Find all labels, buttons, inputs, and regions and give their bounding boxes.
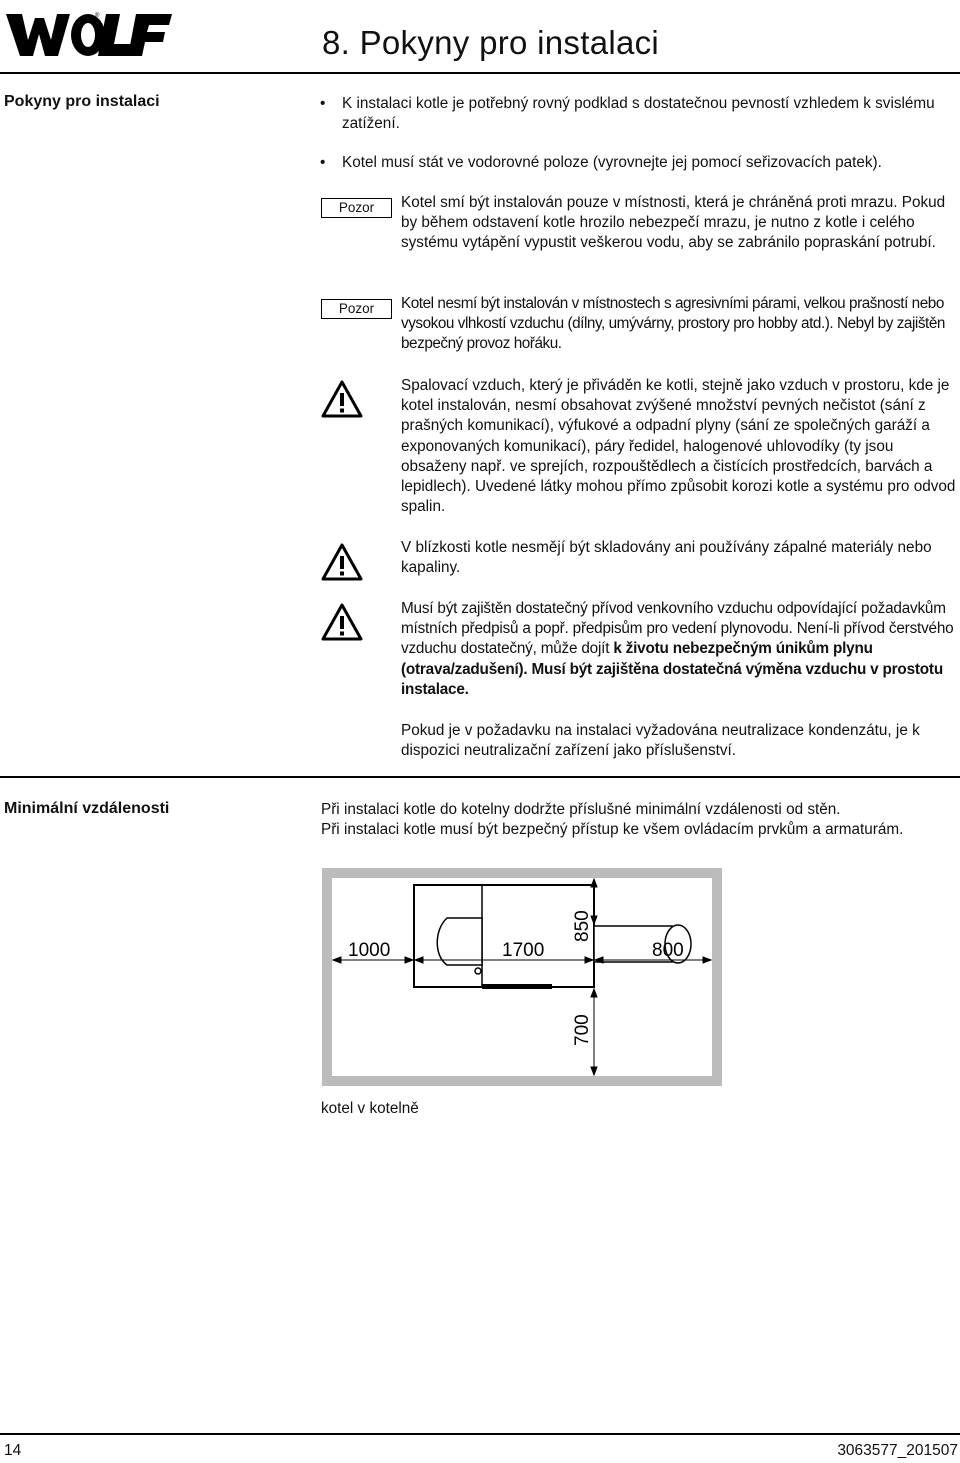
arrowhead <box>333 957 341 963</box>
bullet-dot: • <box>320 154 326 171</box>
dimension-label-left: 1000 <box>348 940 391 961</box>
arrowhead <box>591 879 597 887</box>
warning-triangle-icon <box>321 543 363 581</box>
section-heading-install: Pokyny pro instalaci <box>4 93 160 110</box>
footer-rule <box>0 1433 960 1435</box>
pozor-text-1: Kotel smí být instalován pouze v místnosti, která je chráněná proti mrazu. Pokud by během odstavení kotle hrozilo nebezpečí mrazu, je nutno z kotle i celého systému vytápění vypustit veškerou vodu, aby se zabránilo popraskání potrubí. <box>401 194 946 252</box>
wolf-logo <box>4 10 190 60</box>
dimension-label-boiler: 1700 <box>502 940 545 961</box>
header-rule <box>0 72 960 74</box>
closing-text: Pokud je v požadavku na instalaci vyžadována neutralizace kondenzátu, je k dispozici neutralizační zařízení jako příslušenství. <box>401 722 920 760</box>
bullet-dot: • <box>320 95 326 112</box>
dimension-label-top: 850 <box>572 910 593 942</box>
boiler-base <box>482 984 552 989</box>
registered-mark: ® <box>95 13 100 19</box>
pozor-badge: Pozor <box>321 198 392 218</box>
dimension-label-bottom: 700 <box>572 1014 593 1046</box>
bullet-text: Kotel musí stát ve vodorovné poloze (vyrovnejte jej pomocí seřizovacích patek). <box>342 154 882 171</box>
page-number: 14 <box>4 1442 22 1459</box>
document-code: 3063577_201507 <box>837 1442 958 1459</box>
distances-line-2: Při instalaci kotle musí být bezpečný přístup ke všem ovládacím prvkům a armaturám. <box>321 821 904 838</box>
boiler-clearance-diagram <box>322 868 722 1086</box>
warning-text-3 <box>401 599 959 700</box>
warning-text-1: Spalovací vzduch, který je přiváděn ke kotli, stejně jako vzduch v prostoru, kde je kotel instalován, nesmí obsahovat zvýšené množství pevných nečistot (sání z prašných komunikací), výfukové a odpadní plyny (sání ze společných garáží a exponovaných komunikací), páry ředidel, halogenové uhlovodíky (ty jsou obsaženy např. ve sprejích, rozpouštědlech a čistících prostředcích, barvách a lepidlech). Uvedené látky mohou přímo způsobit korozi kotle a systému pro odvod spalin. <box>401 377 956 516</box>
bullet-text: K instalaci kotle je potřebný rovný podklad s dostatečnou pevností vzhledem k svislému zatížení. <box>342 95 935 133</box>
distances-line-1: Při instalaci kotle do kotelny dodržte příslušné minimální vzdálenosti od stěn. <box>321 801 841 818</box>
arrowhead <box>591 1067 597 1075</box>
diagram-caption: kotel v kotelně <box>321 1100 419 1117</box>
warning-text-3-bold: k životu nebezpečným únikům plynu (otrava/zadušení). Musí být zajištěna dostatečná výměna vzduchu v prostotu instalace. <box>401 640 943 698</box>
pozor-text-2: Kotel nesmí být instalován v místnostech s agresivními párami, velkou prašností nebo vysokou vlhkostí vzduchu (dílny, umývárny, prostory pro hobby atd.). Nebyl by zajištěn bezpečný provoz hořáku. <box>401 295 945 353</box>
bullet-item <box>320 94 960 134</box>
bullet-item <box>320 153 960 173</box>
warning-triangle-icon <box>321 380 363 418</box>
pozor-badge: Pozor <box>321 299 392 319</box>
warning-triangle-icon <box>321 603 363 641</box>
arrowhead <box>405 957 413 963</box>
arrowhead <box>591 989 597 997</box>
warning-text-3-plain: Musí být zajištěn dostatečný přívod venkovního vzduchu odpovídající požadavkům místních předpisů a popř. předpisům pro vedení plynovodu. Není-li přívod čerstvého vzduchu dostatečný, může dojít <box>401 600 954 658</box>
warning-text-2: V blízkosti kotle nesmějí být skladovány ani používány zápalné materiály nebo kapaliny. <box>401 539 932 577</box>
section-rule <box>0 776 960 778</box>
chapter-title: 8. Pokyny pro instalaci <box>322 24 660 61</box>
burner-icon <box>437 918 482 965</box>
dimension-label-right: 800 <box>652 940 684 961</box>
section-heading-distances: Minimální vzdálenosti <box>4 800 170 817</box>
arrowhead <box>703 957 711 963</box>
